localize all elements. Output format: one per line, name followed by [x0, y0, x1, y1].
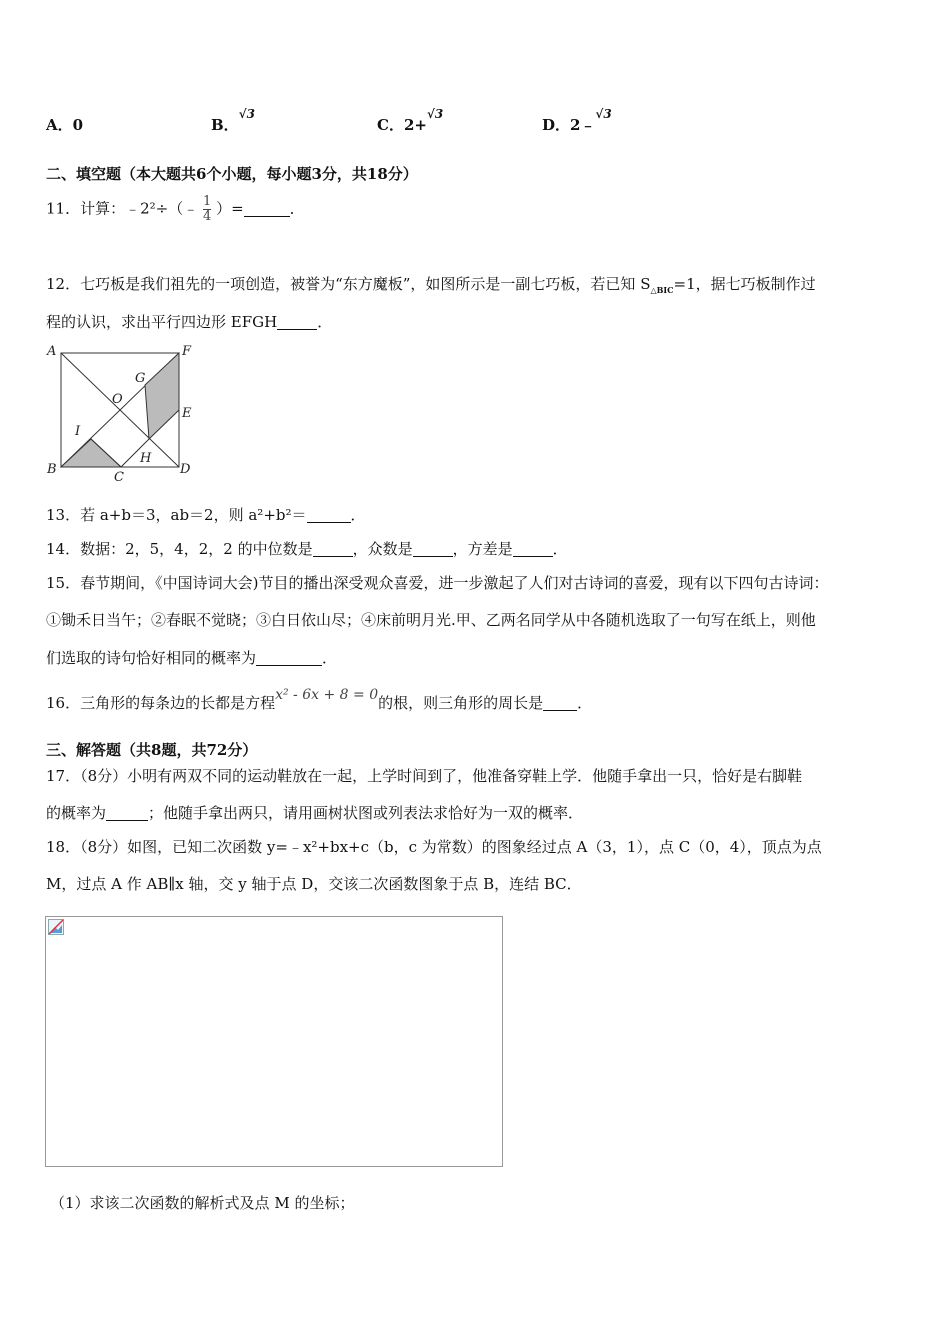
question-15-line1: 15．春节期间，《中国诗词大会)节目的播出深受观众喜爱，进一步激起了人们对古诗词的喜爱，现有以下四句古诗词： — [46, 574, 829, 592]
sqrt-three: √3 — [238, 107, 255, 121]
answer-blank — [277, 314, 317, 330]
label-i: I — [75, 424, 81, 439]
label-e: E — [182, 406, 192, 421]
option-d: D．2﹣$^{√3}$ — [542, 107, 612, 134]
question-18-line1: 18．（8分）如图，已知二次函数 y=﹣x²+bx+c（b，c 为常数）的图象经过点 A（3，1），点 C（0，4），顶点为点 — [46, 838, 822, 856]
answer-blank — [244, 201, 290, 217]
question-16: 16．三角形的每条边的长都是方程x² - 6x + 8 = 0的根，则三角形的周长是 ． — [46, 687, 593, 712]
question-15-line2: ①锄禾日当午；②春眠不觉晓；③白日依山尽；④床前明月光.甲、乙两名同学从中各随机选取了一句写在纸上，则他 — [46, 611, 816, 629]
quadratic-equation: x² - 6x + 8 = 0 — [275, 687, 379, 703]
answer-blank — [307, 507, 351, 523]
label-c: C — [114, 470, 124, 483]
question-11: 11．计算：﹣2²÷（﹣ $\frac{1}{4}$ ）= ． — [46, 194, 305, 224]
option-a: A．0 — [46, 116, 84, 134]
answer-blank — [513, 541, 553, 557]
label-g: G — [135, 371, 146, 386]
tangram-figure — [44, 343, 196, 483]
question-17-line2: 的概率为 ；他随手拿出两只，请用画树状图或列表法求恰好为一双的概率． — [46, 804, 584, 822]
answer-blank — [313, 541, 353, 557]
question-12-line2: 程的认识，求出平行四边形 EFGH ． — [46, 313, 333, 331]
answer-blank — [413, 541, 453, 557]
question-18-line2: M，过点 A 作 AB∥x 轴，交 y 轴于点 D，交该二次函数图象于点 B，连结 BC． — [46, 875, 582, 893]
label-h: H — [140, 451, 152, 466]
question-12-line1: 12．七巧板是我们祖先的一项创造，被誉为“东方魔板”，如图所示是一副七巧板，若已知 $S_{\triangle BIC}=1$，据七巧板制作过 — [46, 275, 816, 295]
question-18-part1: （1）求该二次函数的解析式及点 M 的坐标； — [50, 1194, 355, 1212]
answer-blank — [106, 805, 148, 821]
question-14: 14．数据：2，5，4，2，2 的中位数是 ，众数是 ，方差是 ． — [46, 540, 568, 558]
broken-image-icon — [48, 919, 64, 935]
answer-blank — [543, 695, 577, 711]
option-b: B．$^{√3}$ — [211, 107, 255, 134]
question-15-line3: 们选取的诗句恰好相同的概率为 ． — [46, 649, 338, 667]
question-13: 13．若 a+b＝3，ab＝2，则 a²+b²＝ ． — [46, 506, 366, 524]
label-b: B — [47, 462, 57, 477]
label-d: D — [180, 462, 191, 477]
section-title-solutions: 三、解答题（共8题，共72分） — [46, 741, 258, 759]
section-title-fill-in: 二、填空题（本大题共6个小题，每小题3分，共18分） — [46, 165, 418, 183]
label-a: A — [47, 344, 57, 359]
sqrt-three: √3 — [595, 107, 612, 121]
question-17-line1: 17．（8分）小明有两双不同的运动鞋放在一起，上学时间到了，他准备穿鞋上学．他随手拿出一只，恰好是右脚鞋 — [46, 767, 803, 785]
option-c: C．2+$^{√3}$ — [377, 107, 444, 134]
label-f: F — [182, 344, 192, 359]
sqrt-three: √3 — [426, 107, 444, 121]
missing-graph-image — [45, 916, 503, 1167]
fraction-one-quarter: $\frac{1}{4}$ — [203, 194, 212, 224]
label-o: O — [112, 392, 123, 407]
answer-blank — [256, 650, 322, 666]
